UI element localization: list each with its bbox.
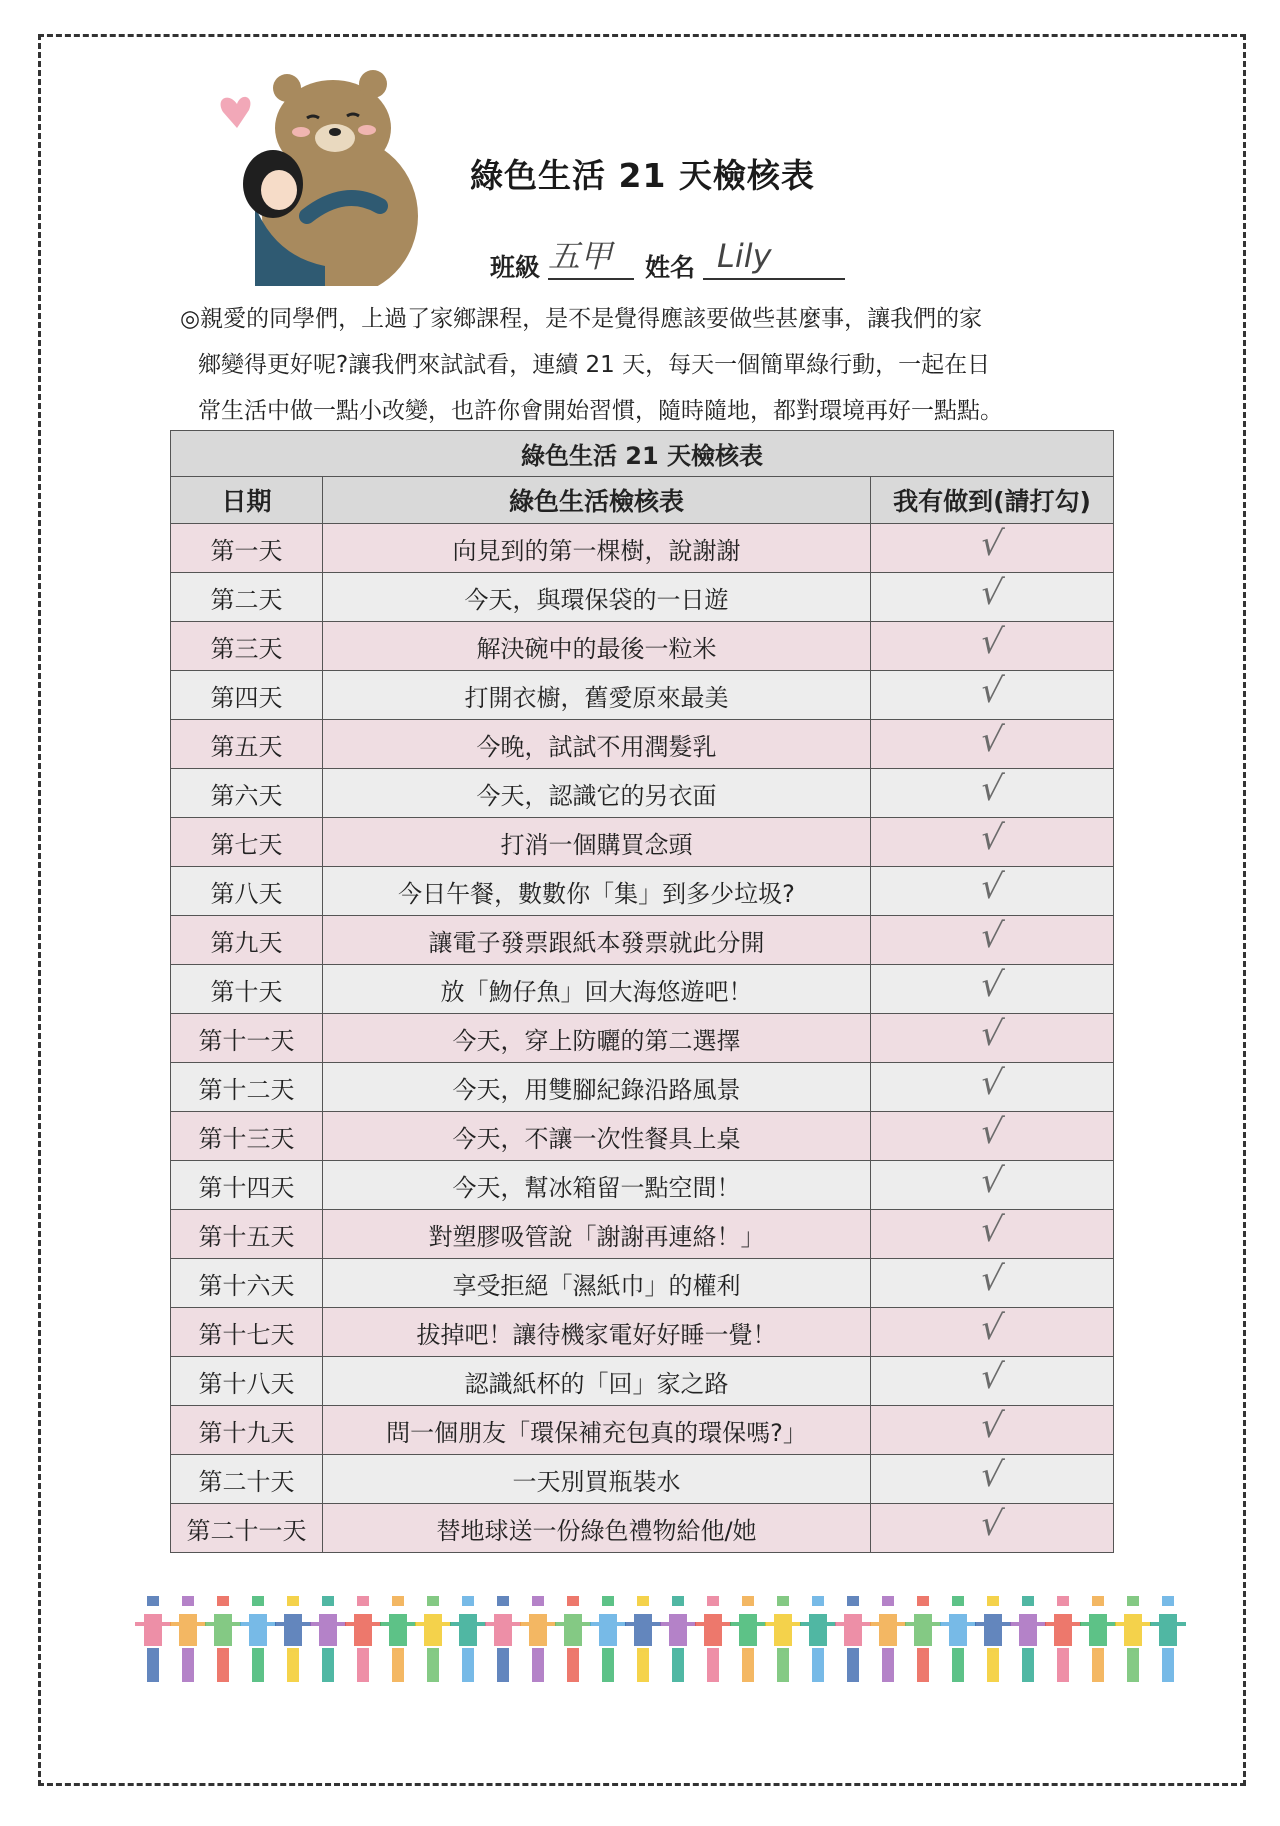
check-mark-icon: √ — [978, 622, 1006, 662]
table-row — [171, 1357, 1114, 1406]
table-row — [171, 867, 1114, 916]
done-cell[interactable] — [871, 916, 1114, 965]
check-mark-icon: √ — [978, 1161, 1006, 1201]
day-cell: 第九天 — [171, 916, 323, 965]
table-row — [171, 1455, 1114, 1504]
check-mark-icon: √ — [978, 524, 1006, 564]
activity-cell: 打開衣櫥，舊愛原來最美 — [323, 671, 871, 720]
activity-cell: 今天，不讓一次性餐具上桌 — [323, 1112, 871, 1161]
done-cell[interactable] — [871, 1504, 1114, 1553]
day-cell: 第三天 — [171, 622, 323, 671]
table-row — [171, 965, 1114, 1014]
person-figure — [835, 1596, 871, 1682]
person-figure — [905, 1596, 941, 1682]
header-activity: 綠色生活檢核表 — [323, 477, 871, 524]
day-cell: 第十二天 — [171, 1063, 323, 1112]
day-cell: 第十一天 — [171, 1014, 323, 1063]
check-mark-icon: √ — [978, 867, 1006, 907]
check-mark-icon: √ — [978, 1504, 1006, 1544]
done-cell[interactable] — [871, 1210, 1114, 1259]
intro-line-3: 常生活中做一點小改變，也許你會開始習慣，隨時隨地，都對環境再好一點點。 — [198, 398, 1003, 424]
table-row — [171, 769, 1114, 818]
person-figure — [555, 1596, 591, 1682]
day-cell: 第二天 — [171, 573, 323, 622]
check-mark-icon: √ — [978, 965, 1006, 1005]
done-cell[interactable] — [871, 867, 1114, 916]
table-row — [171, 573, 1114, 622]
check-mark-icon: √ — [978, 1112, 1006, 1152]
person-figure — [730, 1596, 766, 1682]
class-label: 班級 — [490, 253, 541, 282]
person-figure — [765, 1596, 801, 1682]
day-cell: 第二十一天 — [171, 1504, 323, 1553]
day-cell: 第七天 — [171, 818, 323, 867]
activity-cell: 讓電子發票跟紙本發票就此分開 — [323, 916, 871, 965]
activity-cell: 今天，與環保袋的一日遊 — [323, 573, 871, 622]
person-figure — [240, 1596, 276, 1682]
done-cell[interactable] — [871, 1063, 1114, 1112]
table-row — [171, 916, 1114, 965]
done-cell[interactable] — [871, 671, 1114, 720]
done-cell[interactable] — [871, 1259, 1114, 1308]
class-field[interactable]: 五甲 — [548, 234, 634, 280]
activity-cell: 今晚，試試不用潤髮乳 — [323, 720, 871, 769]
table-row — [171, 1406, 1114, 1455]
day-cell: 第二十天 — [171, 1455, 323, 1504]
table-row — [171, 818, 1114, 867]
done-cell[interactable] — [871, 769, 1114, 818]
activity-cell: 今天，穿上防曬的第二選擇 — [323, 1014, 871, 1063]
check-mark-icon: √ — [978, 1357, 1006, 1397]
activity-cell: 享受拒絕「濕紙巾」的權利 — [323, 1259, 871, 1308]
person-figure — [380, 1596, 416, 1682]
check-mark-icon: √ — [978, 1014, 1006, 1054]
done-cell[interactable] — [871, 622, 1114, 671]
checklist-table — [170, 430, 1114, 1553]
person-figure — [485, 1596, 521, 1682]
activity-cell: 今日午餐，數數你「集」到多少垃圾? — [323, 867, 871, 916]
activity-cell: 解決碗中的最後一粒米 — [323, 622, 871, 671]
done-cell[interactable] — [871, 1308, 1114, 1357]
table-row — [171, 1063, 1114, 1112]
person-figure — [275, 1596, 311, 1682]
activity-cell: 今天，幫冰箱留一點空間！ — [323, 1161, 871, 1210]
activity-cell: 放「魩仔魚」回大海悠遊吧！ — [323, 965, 871, 1014]
activity-cell: 一天別買瓶裝水 — [323, 1455, 871, 1504]
check-mark-icon: √ — [978, 1063, 1006, 1103]
table-row — [171, 671, 1114, 720]
day-cell: 第五天 — [171, 720, 323, 769]
done-cell[interactable] — [871, 573, 1114, 622]
table-row — [171, 1259, 1114, 1308]
person-figure — [940, 1596, 976, 1682]
table-row — [171, 1161, 1114, 1210]
day-cell: 第十四天 — [171, 1161, 323, 1210]
table-row — [171, 1210, 1114, 1259]
check-mark-icon: √ — [978, 671, 1006, 711]
day-cell: 第十七天 — [171, 1308, 323, 1357]
day-cell: 第一天 — [171, 524, 323, 573]
person-figure — [170, 1596, 206, 1682]
heart-icon — [221, 97, 251, 128]
day-cell: 第十五天 — [171, 1210, 323, 1259]
person-figure — [975, 1596, 1011, 1682]
person-figure — [1080, 1596, 1116, 1682]
check-mark-icon: √ — [978, 1259, 1006, 1299]
table-row — [171, 720, 1114, 769]
intro-paragraph — [180, 296, 1130, 434]
table-row — [171, 524, 1114, 573]
activity-cell: 認識紙杯的「回」家之路 — [323, 1357, 871, 1406]
day-cell: 第十天 — [171, 965, 323, 1014]
check-mark-icon: √ — [978, 1455, 1006, 1495]
done-cell[interactable] — [871, 1014, 1114, 1063]
person-figure — [1115, 1596, 1151, 1682]
intro-line-1: ◎親愛的同學們，上過了家鄉課程，是不是覺得應該要做些甚麼事，讓我們的家 — [180, 306, 983, 332]
day-cell: 第六天 — [171, 769, 323, 818]
person-figure — [695, 1596, 731, 1682]
check-mark-icon: √ — [978, 916, 1006, 956]
person-figure — [450, 1596, 486, 1682]
page-title: 綠色生活 21 天檢核表 — [470, 156, 815, 195]
day-cell: 第八天 — [171, 867, 323, 916]
done-cell[interactable] — [871, 524, 1114, 573]
table-row — [171, 1308, 1114, 1357]
activity-cell: 拔掉吧！讓待機家電好好睡一覺！ — [323, 1308, 871, 1357]
activity-cell: 對塑膠吸管說「謝謝再連絡！」 — [323, 1210, 871, 1259]
done-cell[interactable] — [871, 720, 1114, 769]
table-row — [171, 1504, 1114, 1553]
name-field[interactable]: Lily — [703, 234, 845, 280]
activity-cell: 問一個朋友「環保補充包真的環保嗎?」 — [323, 1406, 871, 1455]
check-mark-icon: √ — [978, 1406, 1006, 1446]
person-figure — [1010, 1596, 1046, 1682]
person-figure — [345, 1596, 381, 1682]
activity-cell: 今天，用雙腳紀錄沿路風景 — [323, 1063, 871, 1112]
activity-cell: 打消一個購買念頭 — [323, 818, 871, 867]
day-cell: 第十六天 — [171, 1259, 323, 1308]
person-figure — [660, 1596, 696, 1682]
header-date: 日期 — [171, 477, 323, 524]
check-mark-icon: √ — [978, 720, 1006, 760]
done-cell[interactable] — [871, 818, 1114, 867]
table-caption: 綠色生活 21 天檢核表 — [171, 431, 1114, 477]
day-cell: 第四天 — [171, 671, 323, 720]
check-mark-icon: √ — [978, 1308, 1006, 1348]
activity-cell: 替地球送一份綠色禮物給他/她 — [323, 1504, 871, 1553]
person-figure — [415, 1596, 451, 1682]
done-cell[interactable] — [871, 965, 1114, 1014]
done-cell[interactable] — [871, 1112, 1114, 1161]
activity-cell: 向見到的第一棵樹，說謝謝 — [323, 524, 871, 573]
done-cell[interactable] — [871, 1161, 1114, 1210]
table-row — [171, 622, 1114, 671]
check-mark-icon: √ — [978, 573, 1006, 613]
person-figure — [520, 1596, 556, 1682]
check-mark-icon: √ — [978, 769, 1006, 809]
day-cell: 第十八天 — [171, 1357, 323, 1406]
name-label: 姓名 — [645, 253, 696, 282]
done-cell[interactable] — [871, 1406, 1114, 1455]
person-figure — [1045, 1596, 1081, 1682]
people-holding-hands-decoration — [135, 1590, 1195, 1700]
bear-hug-illustration — [215, 66, 425, 286]
person-figure — [590, 1596, 626, 1682]
person-figure — [1150, 1596, 1186, 1682]
done-cell[interactable] — [871, 1455, 1114, 1504]
header-done: 我有做到(請打勾) — [871, 477, 1114, 524]
check-mark-icon: √ — [978, 1210, 1006, 1250]
person-figure — [870, 1596, 906, 1682]
person-figure — [625, 1596, 661, 1682]
intro-line-2: 鄉變得更好呢?讓我們來試試看，連續 21 天，每天一個簡單綠行動，一起在日 — [198, 352, 991, 378]
done-cell[interactable] — [871, 1357, 1114, 1406]
person-figure — [800, 1596, 836, 1682]
activity-cell: 今天，認識它的另衣面 — [323, 769, 871, 818]
person-figure — [205, 1596, 241, 1682]
person-figure — [310, 1596, 346, 1682]
check-mark-icon: √ — [978, 818, 1006, 858]
table-row — [171, 1112, 1114, 1161]
person-figure — [135, 1596, 171, 1682]
day-cell: 第十九天 — [171, 1406, 323, 1455]
day-cell: 第十三天 — [171, 1112, 323, 1161]
table-row — [171, 1014, 1114, 1063]
